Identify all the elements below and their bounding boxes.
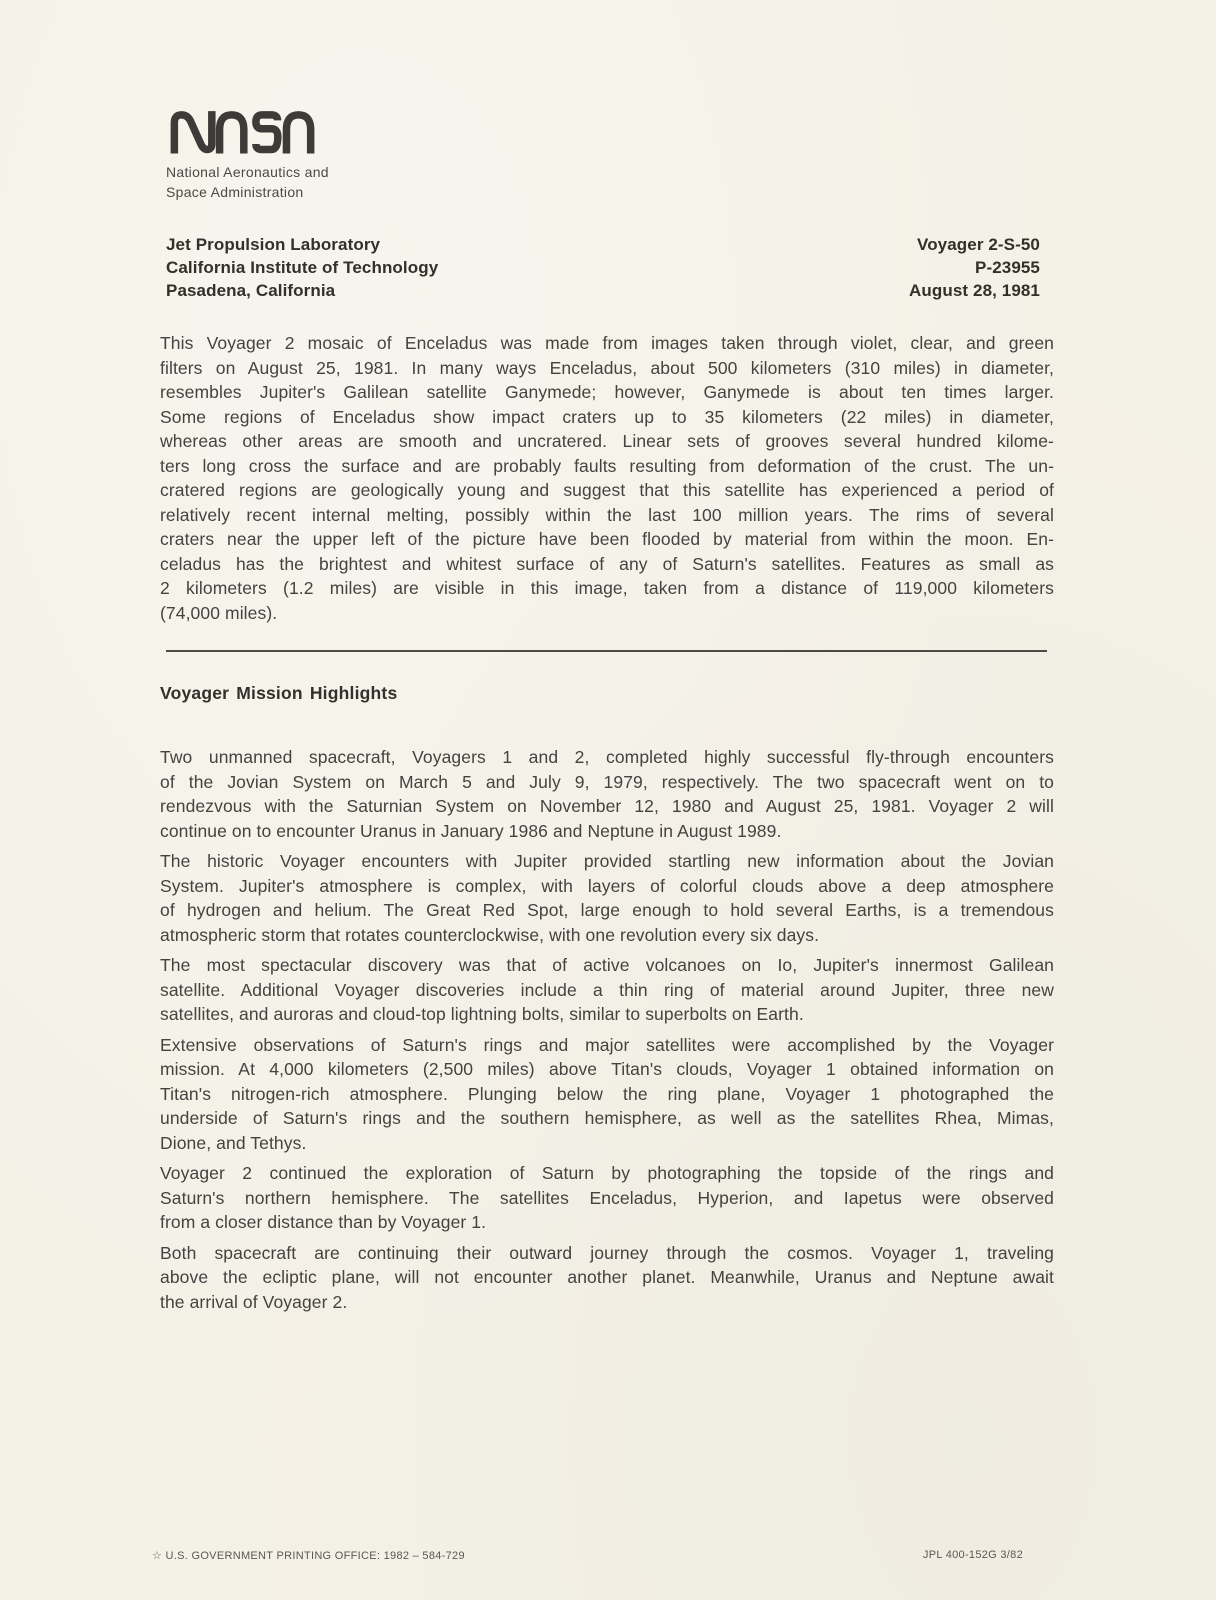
agency-name <box>166 162 329 202</box>
letterhead-address <box>166 233 438 302</box>
highlights-paragraph-4 <box>160 1033 1054 1156</box>
page-footer <box>152 1549 1023 1562</box>
text-line: craters near the upper left of the picture have been flooded by material from within the moon. En- <box>160 529 1054 549</box>
text-line: Some regions of Enceladus show impact craters up to 35 kilometers (22 miles) in diameter, <box>160 406 1054 427</box>
nasa-header <box>166 110 329 202</box>
text-line: whereas other areas are smooth and uncratered. Linear sets of grooves several hundred kilome- <box>160 431 1054 451</box>
text-line: underside of Saturn's rings and the southern hemisphere, as well as the satellites Rhea, Mimas, <box>160 1108 1054 1128</box>
highlights-paragraph-3 <box>160 953 1054 1027</box>
highlights-paragraph-6 <box>160 1241 1054 1315</box>
letterhead <box>166 233 1054 302</box>
letterhead-institute: California Institute of Technology <box>166 258 439 277</box>
text-line: Both spacecraft are continuing their outward journey through the cosmos. Voyager 1, traveling <box>160 1242 1054 1263</box>
text-line: mission. At 4,000 kilometers (2,500 miles) above Titan's clouds, Voyager 1 obtained information on <box>160 1059 1054 1079</box>
release-date: August 28, 1981 <box>909 281 1040 300</box>
text-line: This Voyager 2 mosaic of Enceladus was made from images taken through violet, clear, and green <box>160 333 1054 353</box>
release-identifiers <box>909 233 1054 302</box>
agency-line-1: National Aeronautics and <box>166 164 329 180</box>
text-line: The historic Voyager encounters with Jupiter provided startling new information about the Jovian <box>160 851 1054 871</box>
text-line: Extensive observations of Saturn's rings and major satellites were accomplished by the Voyager <box>160 1034 1054 1055</box>
release-id: Voyager 2-S-50 <box>917 235 1040 254</box>
text-line: above the ecliptic plane, will not encounter another planet. Meanwhile, Uranus and Neptune await <box>160 1267 1054 1287</box>
text-line: satellites, and auroras and cloud-top lightning bolts, similar to superbolts on Earth. <box>160 1004 804 1024</box>
text-line: relatively recent internal melting, possibly within the last 100 million years. The rims of several <box>160 504 1054 525</box>
text-line: The most spectacular discovery was that of active volcanoes on Io, Jupiter's innermost Galilean <box>160 955 1054 975</box>
text-line: satellite. Additional Voyager discoveries include a thin ring of material around Jupiter, three new <box>160 979 1054 1000</box>
text-line: System. Jupiter's atmosphere is complex, with layers of colorful clouds above a deep atmosphere <box>160 875 1054 896</box>
mission-highlights-section <box>160 745 1054 1320</box>
photo-caption-paragraph <box>160 331 1054 625</box>
text-line: of the Jovian System on March 5 and July 9, 1979, respectively. The two spacecraft went on to <box>160 771 1054 792</box>
text-line: of hydrogen and helium. The Great Red Spot, large enough to hold several Earths, is a tremendous <box>160 900 1054 920</box>
text-line: ters long cross the surface and are probably faults resulting from deformation of the crust. The un- <box>160 455 1054 476</box>
letterhead-city: Pasadena, California <box>166 281 336 300</box>
jpl-form-number: JPL 400-152G 3/82 <box>922 1549 1023 1561</box>
text-line: Voyager 2 continued the exploration of Saturn by photographing the topside of the rings and <box>160 1163 1054 1183</box>
agency-line-2: Space Administration <box>166 184 304 200</box>
text-line: Titan's nitrogen-rich atmosphere. Plunging below the ring plane, Voyager 1 photographed the <box>160 1083 1054 1104</box>
text-line: filters on August 25, 1981. In many ways Enceladus, about 500 kilometers (310 miles) in diameter, <box>160 357 1054 378</box>
text-line: Two unmanned spacecraft, Voyagers 1 and 2, completed highly successful fly-through encounters <box>160 747 1054 767</box>
text-line: cratered regions are geologically young and suggest that this satellite has experienced a period of <box>160 480 1054 500</box>
text-line: continue on to encounter Uranus in January 1986 and Neptune in August 1989. <box>160 820 782 841</box>
highlights-paragraph-1 <box>160 745 1054 843</box>
text-line: resembles Jupiter's Galilean satellite Ganymede; however, Ganymede is about ten times larger. <box>160 382 1054 402</box>
text-line: atmospheric storm that rotates counterclockwise, with one revolution every six days. <box>160 924 820 945</box>
text-line: Dione, and Tethys. <box>160 1132 307 1153</box>
photo-id: P-23955 <box>975 258 1040 277</box>
letterhead-org: Jet Propulsion Laboratory <box>166 235 381 254</box>
highlights-paragraph-5 <box>160 1161 1054 1235</box>
text-line: 2 kilometers (1.2 miles) are visible in this image, taken from a distance of 119,000 kilometers <box>160 578 1054 598</box>
nasa-worm-logo-icon <box>166 110 317 155</box>
text-line: the arrival of Voyager 2. <box>160 1291 348 1312</box>
text-line: from a closer distance than by Voyager 1. <box>160 1212 487 1232</box>
section-heading: Voyager Mission Highlights <box>160 683 398 703</box>
section-divider <box>166 650 1047 652</box>
text-line: celadus has the brightest and whitest surface of any of Saturn's satellites. Features as small as <box>160 553 1054 574</box>
text-line: (74,000 miles). <box>160 602 278 623</box>
text-line: Saturn's northern hemisphere. The satellites Enceladus, Hyperion, and Iapetus were observed <box>160 1187 1054 1208</box>
printing-office-note: ☆ U.S. GOVERNMENT PRINTING OFFICE: 1982 – 584-729 <box>152 1550 465 1562</box>
text-line: rendezvous with the Saturnian System on November 12, 1980 and August 25, 1981. Voyager 2 will <box>160 796 1054 816</box>
highlights-paragraph-2 <box>160 849 1054 947</box>
